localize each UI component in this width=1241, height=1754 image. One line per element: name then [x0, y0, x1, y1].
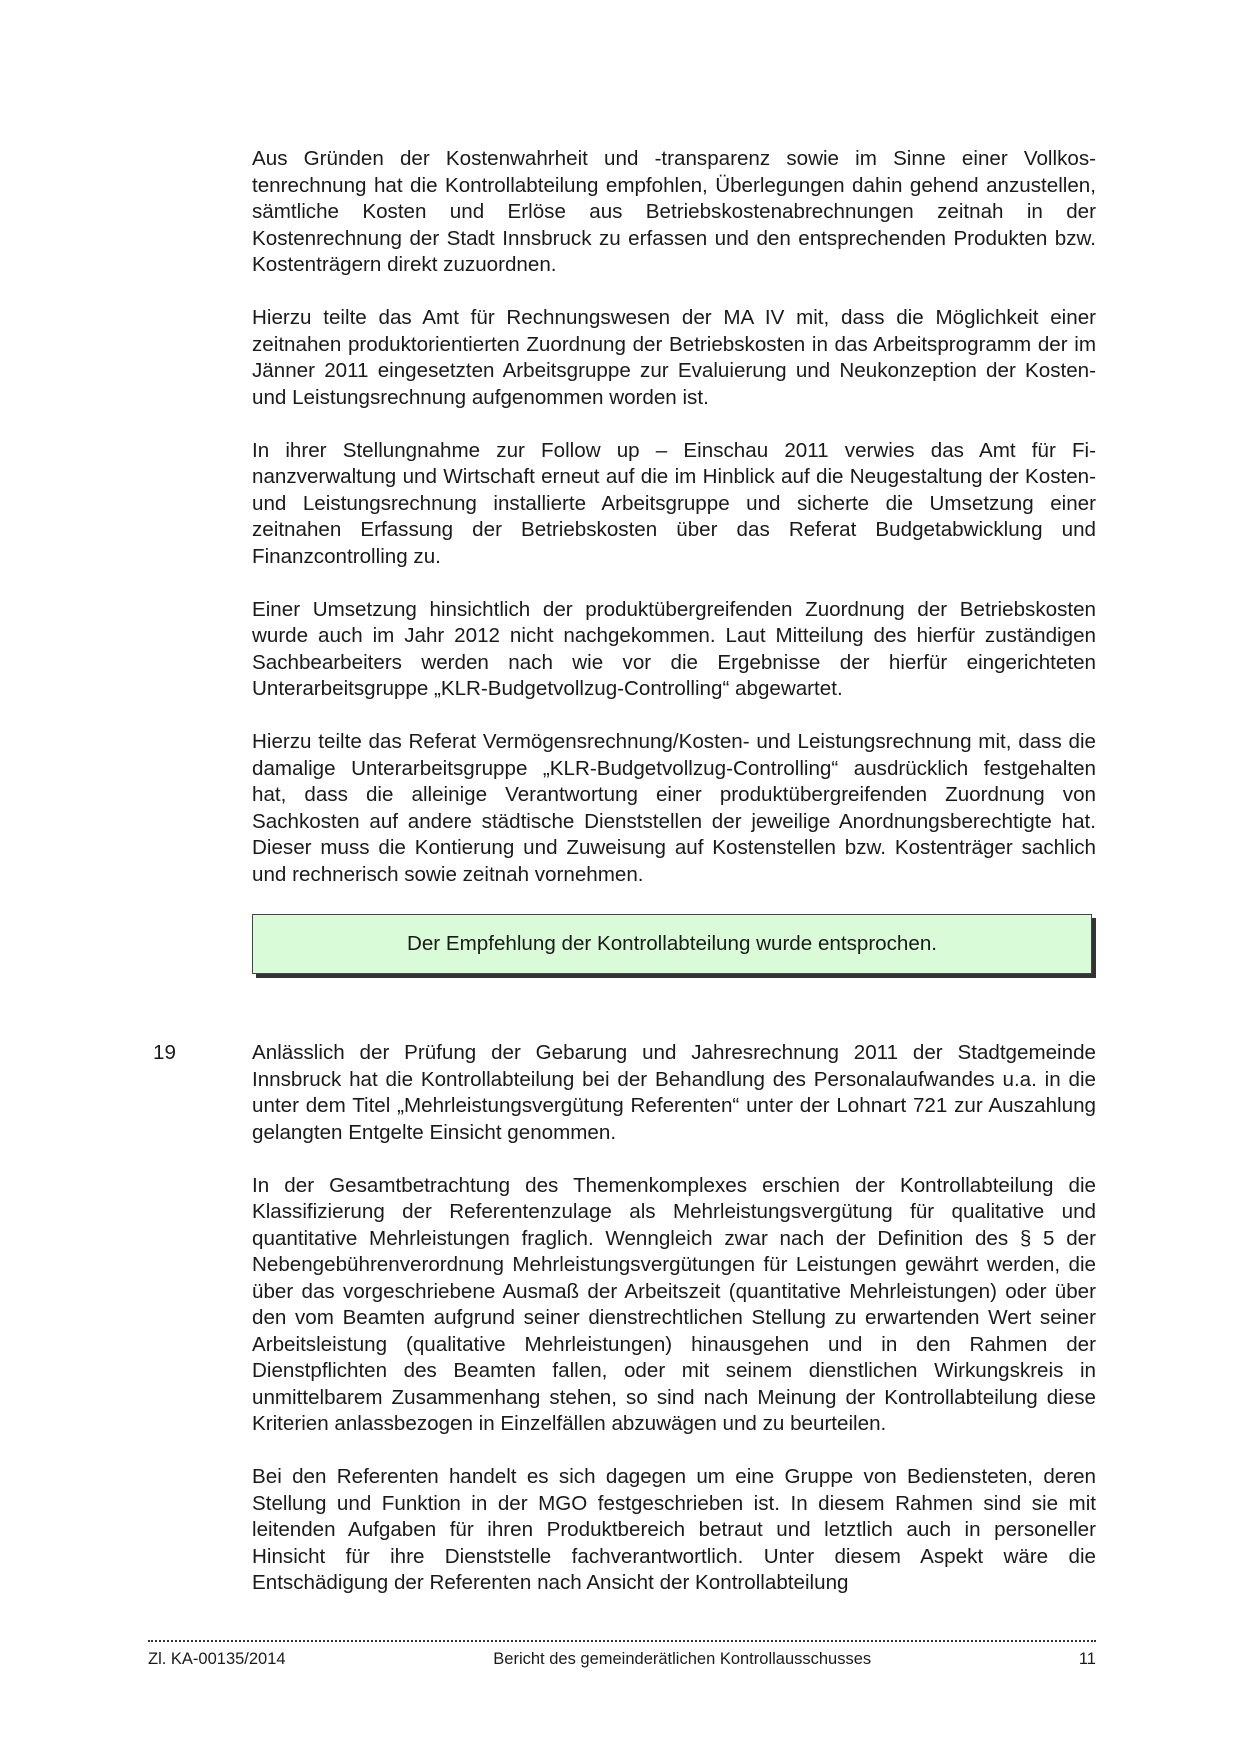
footer-title: Bericht des gemeinderätlichen Kontrollausschusses	[493, 1650, 872, 1668]
section-number: 19	[153, 1041, 176, 1064]
conclusion-callout-box	[252, 914, 1092, 974]
callout-text: Der Empfehlung der Kontrollabteilung wurde entsprochen.	[406, 932, 938, 955]
footer-reference: Zl. KA-00135/2014	[148, 1650, 286, 1668]
body-text-top	[252, 146, 1096, 888]
paragraph: Bei den Referenten handelt es sich dagegen um eine Gruppe von Bediensteten, deren Stellung und Funktion in der MGO festgeschrieben ist. In diesem Rahmen sind sie mit leitenden Aufgaben für ihren Produktbereich betraut und letztlich auch in personeller Hinsicht für ihre Dienststelle fachverantwortlich. Unter diesem Aspekt wäre die Entschädigung der Referenten nach Ansicht der Kontrollabteilung	[252, 1465, 1096, 1594]
paragraph: Anlässlich der Prüfung der Gebarung und Jahresrechnung 2011 der Stadtgemeinde Innsbruck hat die Kontrollabteilung bei der Behandlung des Personalaufwandes u.a. in die unter dem Titel „Mehrleistungsvergütung Referenten“ unter der Lohnart 721 zur Auszahlung gelangten Entgelte Einsicht genommen.	[252, 1041, 1096, 1144]
paragraph: In ihrer Stellungnahme zur Follow up – Einschau 2011 verwies das Amt für Finanzverwaltung und Wirtschaft erneut auf die im Hinblick auf die Neugestaltung der Kosten- und Leistungsrechnung installierte Arbeitsgruppe und sicherte die Umsetzung einer zeitnahen Erfassung der Betriebskosten über das Referat Budgetabwicklung und Finanzcontrolling zu.	[252, 438, 1096, 568]
page-footer	[148, 1650, 1096, 1669]
section-body	[252, 1040, 1096, 1597]
paragraph: Hierzu teilte das Amt für Rechnungswesen der MA IV mit, dass die Möglichkeit einer zeitnahen produktorientierten Zuordnung der Betriebskosten in das Arbeitsprogramm der im Jänner 2011 eingesetzten Arbeitsgruppe zur Evaluierung und Neukonzeption der Kosten- und Leistungsrechnung aufgenommen worden ist.	[252, 306, 1096, 409]
paragraph: Aus Gründen der Kostenwahrheit und -transparenz sowie im Sinne einer Vollkostenrechnung hat die Kontrollabteilung empfohlen, Überlegungen dahin gehend anzustellen, sämtliche Kosten und Erlöse aus Betriebskostenabrechnungen zeitnah in der Kostenrechnung der Stadt Innsbruck zu erfassen und den entsprechenden Produkten bzw. Kostenträgern direkt zuzuordnen.	[252, 147, 1096, 276]
footer-divider	[148, 1640, 1096, 1642]
paragraph: Hierzu teilte das Referat Vermögensrechnung/Kosten- und Leistungsrechnung mit, dass die damalige Unterarbeitsgruppe „KLR-Budgetvollzug-Controlling“ ausdrücklich festgehalten hat, dass die alleinige Verantwortung einer produktübergreifenden Zuordnung von Sachkosten auf andere städtische Dienststellen der jeweilige Anordnungsberechtigte hat. Dieser muss die Kontierung und Zuweisung auf Kostenstellen bzw. Kostenträger sachlich und rechnerisch sowie zeitnah vornehmen.	[252, 730, 1096, 886]
paragraph: In der Gesamtbetrachtung des Themenkomplexes erschien der Kontrollabteilung die Klassifizierung der Referentenzulage als Mehrleistungsvergütung für qualitative und quantitative Mehrleistungen fraglich. Wenngleich zwar nach der Definition des § 5 der Nebengebührenverordnung Mehrleistungsvergütungen für Leistungen gewährt werden, die über das vorgeschriebene Ausmaß der Arbeitszeit (quantitative Mehrleistungen) oder über den vom Beamten aufgrund seiner dienstrechtlichen Stellung zu erwartenden Wert seiner Arbeitsleistung (qualitative Mehrleistungen) hinausgehen und in den Rahmen der Dienstpflichten des Beamten fallen, oder mit seinem dienstlichen Wirkungskreis in unmittelbarem Zusammenhang stehen, so sind nach Meinung der Kontrollabteilung diese Kriterien anlassbezogen in Einzelfällen abzuwägen und zu beurteilen.	[252, 1173, 1096, 1435]
page-number: 11	[1078, 1650, 1096, 1668]
paragraph: Einer Umsetzung hinsichtlich der produktübergreifenden Zuordnung der Betriebskosten wurde auch im Jahr 2012 nicht nachgekommen. Laut Mitteilung des hierfür zuständigen Sachbearbeiters werden nach wie vor die Ergebnisse der hierfür eingerichteten Unterarbeitsgruppe „KLR-Budgetvollzug-Controlling“ abgewartet.	[252, 597, 1096, 700]
